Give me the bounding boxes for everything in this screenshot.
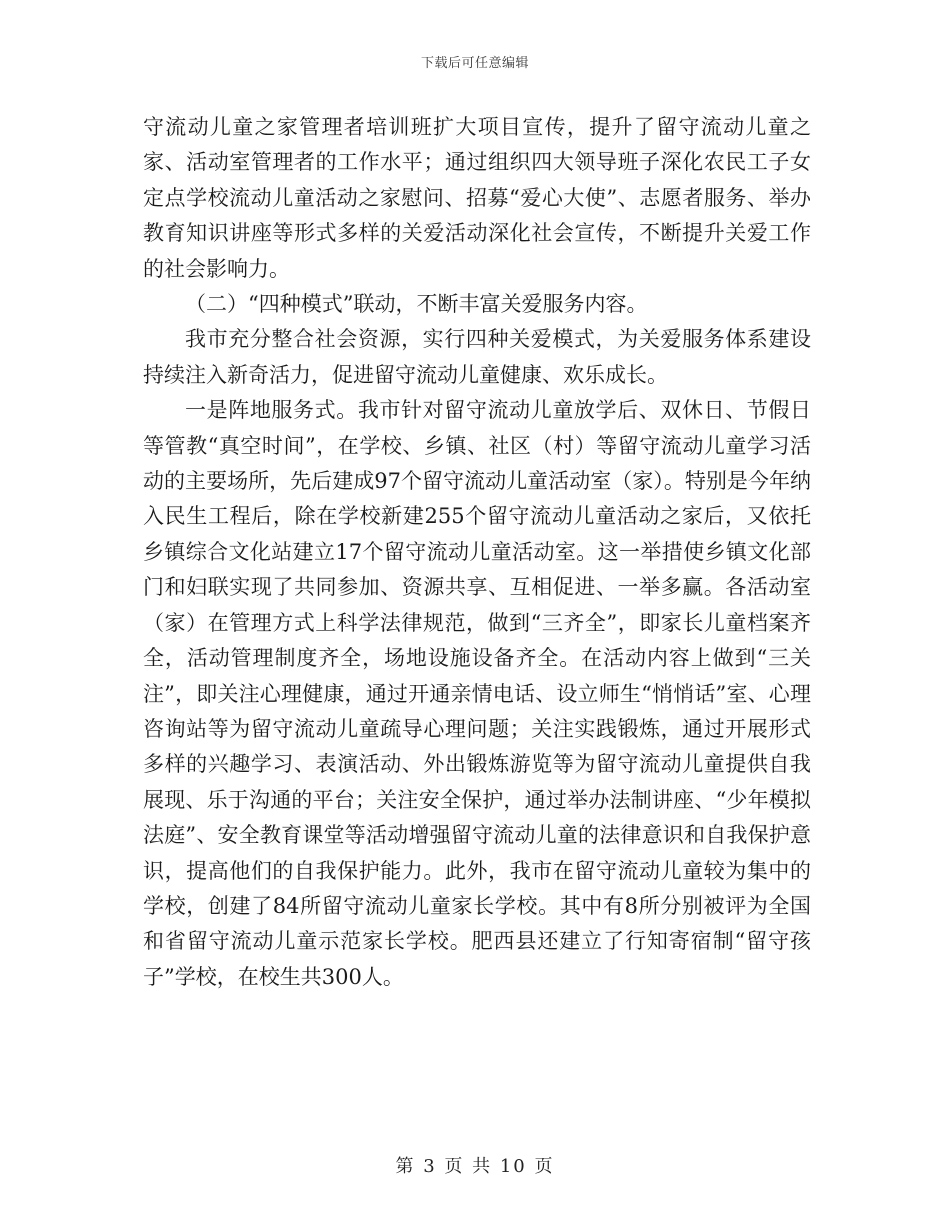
paragraph-2: 我市充分整合社会资源，实行四种关爱模式，为关爱服务体系建设持续注入新奇活力，促进留守流动儿童健康、欢乐成长。 xyxy=(143,327,811,387)
section-heading: （二）“四种模式”联动，不断丰富关爱服务内容。 xyxy=(185,292,648,317)
page-footer: 第 3 页 共 10 页 xyxy=(395,1156,555,1177)
paragraph-3: 一是阵地服务式。我市针对留守流动儿童放学后、双休日、节假日等管教“真空时间”，在学校、乡镇、社区（村）等留守流动儿童学习活动的主要场所，先后建成97个留守流动儿童活动室（家）。特别是今年纳入民生工程后，除在学校新建255个留守流动儿童活动之家后，又依托乡镇综合文化站建立17个留守流动儿童活动室。这一举措使乡镇文化部门和妇联实现了共同参加、资源共享、互相促进、一举多赢。各活动室（家）在管理方式上科学法律规范，做到“三齐全”，即家长儿童档案齐全，活动管理制度齐全，场地设施设备齐全。在活动内容上做到“三关注”，即关注心理健康，通过开通亲情电话、设立师生“悄悄话”室、心理咨询站等为留守流动儿童疏导心理问题；关注实践锻炼，通过开展形式多样的兴趣学习、表演活动、外出锻炼游览等为留守流动儿童提供自我展现、乐于沟通的平台；关注安全保护，通过举办法制讲座、“少年模拟法庭”、安全教育课堂等活动增强留守流动儿童的法律意识和自我保护意识，提高他们的自我保护能力。此外，我市在留守流动儿童较为集中的学校，创建了84所留守流动儿童家长学校。其中有8所分别被评为全国和省留守流动儿童示范家长学校。肥西县还建立了行知寄宿制“留守孩子”学校，在校生共300人。 xyxy=(143,398,811,989)
paragraph-1: 守流动儿童之家管理者培训班扩大项目宣传，提升了留守流动儿童之家、活动室管理者的工作水平；通过组织四大领导班子深化农民工子女定点学校流动儿童活动之家慰问、招募“爱心大使”、志愿者服务、举办教育知识讲座等形式多样的关爱活动深化社会宣传，不断提升关爱工作的社会影响力。 xyxy=(143,115,811,281)
page-header: 下载后可任意编辑 xyxy=(420,56,529,71)
body-text xyxy=(143,110,811,995)
